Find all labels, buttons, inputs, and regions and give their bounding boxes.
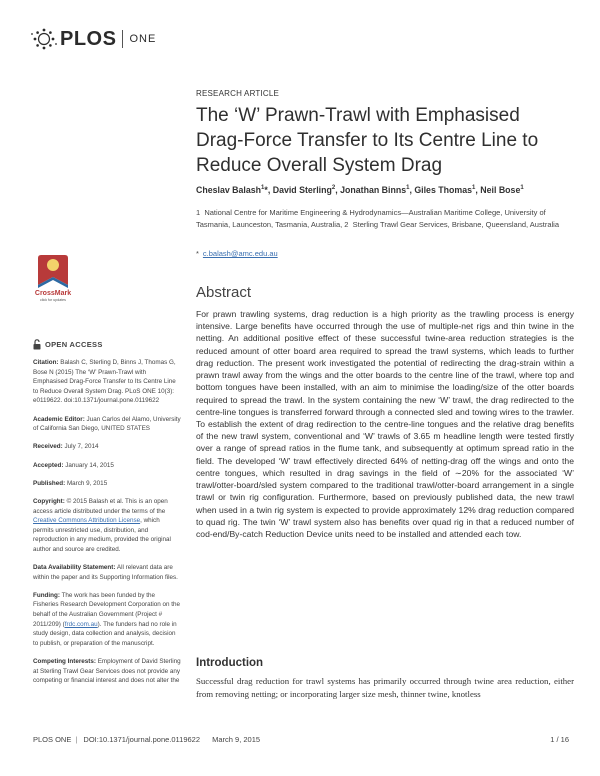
plos-logo[interactable] <box>30 27 156 51</box>
published-label: Published: <box>33 479 66 487</box>
data-availability-block <box>33 563 181 582</box>
article-type: RESEARCH ARTICLE <box>196 89 280 98</box>
page-number: 1 / 16 <box>550 735 569 744</box>
accepted-block <box>33 461 181 471</box>
published-date: March 9, 2015 <box>66 479 108 487</box>
author-affiliation-number: 1 <box>472 185 476 192</box>
footer-separator: | <box>75 735 78 744</box>
affiliation-1: National Centre for Maritime Engineering & Hydrodynamics—Australian Maritime College, University of Tasmania, Launceston, Tasmania, Australia, <box>196 208 546 229</box>
accepted-label: Accepted: <box>33 461 64 469</box>
author-name[interactable]: David Sterling <box>272 185 332 195</box>
author-list: Cheslav Balash$^1$*, David Sterling$^2$, Jonathan Binns$^1$, Giles Thomas$^1$, Neil Bose$^1$ <box>196 185 524 195</box>
affiliation-2: Sterling Trawl Gear Services, Brisbane, Queensland, Australia <box>352 219 559 229</box>
author-name[interactable]: Cheslav Balash <box>196 185 262 195</box>
data-availability-text: All relevant data are within the paper and its Supporting Information files. <box>33 564 178 581</box>
abstract-body: For prawn trawling systems, drag reduction is a high priority as the trawling process is energy intensive. Large benefits have occurred through the use of multiple-net rigs and thin twine in the netting. An additional positive effect of these successful twine-area reduction strategies is the reduced amount of otter board area required to spread the trawl systems, which leads to further drag reduction. The present work investigated the potential of redirecting the drag-strain within a prawn trawl away from the wings and the otter boards to the centre line of the trawl, where top and bottom tongues have been installed, with an aim to minimise the loading/size of the otter boards required to spread the trawl. In the system containing the new ‘W’ trawl, the drag redirected to the centre-line tongues is transferred forward through a connected sled and towing wires to the trawler. To establish the extent of drag redirection to the centre-line tongues and the relative drag benefits of the new trawl system, conventional and ‘W’ trawls of 3.65 m headline length were tested firstly over a range of spread ratios in the flume tank, and subsequently at optimum spread ratio in the field. The developed ‘W’ trawl effectively directed 64% of netting-drag off the wings and onto the centre tongues, which resulted in drag savings in the field of ∼20% for the associated ‘W’ trawl/otter-board/sled system compared to the traditional trawl/otter-board arrangement in a single trawl or twin rig configuration. Furthermore, based on previously published data, the new trawl when used in a twin rig system is expected to provide approximately 12% drag reduction compared to quad rig. The twin ‘W’ trawl system also has benefits over quad rig in that a reduced number of cod-end/By-catch Reduction Device units need to be installed and attended each tow. <box>196 309 574 539</box>
introduction-body: Successful drag reduction for trawl systems has primarily occurred through twine area reduction, either from removing netting; or incorporating larger size mesh, thinner twine, knotless <box>196 676 574 699</box>
abstract-heading: Abstract <box>196 284 252 301</box>
author-affiliation-number: 2 <box>331 185 336 192</box>
article-title: The ‘W’ Prawn-Trawl with Emphasised Drag-Force Transfer to Its Centre Line to Reduce Overall System Drag <box>196 105 539 176</box>
plos-logo-icon <box>30 27 58 51</box>
accepted-date: January 14, 2015 <box>65 461 114 469</box>
competing-interests-block <box>33 657 181 686</box>
footer-date: March 9, 2015 <box>212 735 261 744</box>
copyright-text: © 2015 Balash et al. This is an open access article distributed under the terms of the <box>33 497 168 515</box>
data-availability-label: Data Availability Statement: <box>33 564 116 572</box>
funding-text: The work has been funded by the Fisheries Research Development Corporation on the behalf of the Australian Government (Project # 2011/209) ( <box>33 591 181 628</box>
funding-block <box>33 591 181 649</box>
logo-text: PLOS <box>60 27 117 50</box>
crossmark-sub-label: click for updates <box>40 298 66 302</box>
introduction-heading: Introduction <box>196 657 264 669</box>
author-name[interactable]: Neil Bose <box>480 185 521 195</box>
editor-text: Juan Carlos del Alamo, University of California San Diego, UNITED STATES <box>33 415 181 433</box>
author-affiliation-number: 1 <box>406 185 410 192</box>
article-info-sidebar <box>33 339 181 694</box>
citation-text: Balash C, Sterling D, Binns J, Thomas G, Bose N (2015) The ‘W’ Prawn-Trawl with Emphasised Drag-Force Transfer to Its Centre Line to Reduce Overall System Drag. PLoS ONE 10(3): e0119622. doi:10.1371/journal.pone.0119622 <box>33 359 176 405</box>
corresponding-mark: * <box>196 249 199 258</box>
crossmark-icon <box>28 252 78 302</box>
open-access-badge <box>33 339 181 350</box>
license-link[interactable]: Creative Commons Attribution License <box>33 517 141 525</box>
published-block <box>33 479 181 489</box>
footer-citation <box>33 735 264 744</box>
footer-doi[interactable]: DOI:10.1371/journal.pone.0119622 <box>83 735 201 744</box>
author-affiliation-number: 1 <box>261 185 265 192</box>
author-affiliation-number: 1 <box>520 185 524 192</box>
crossmark-label: CrossMark <box>34 290 72 297</box>
corresponding-mark: * <box>264 185 268 195</box>
correspondence <box>196 249 278 258</box>
author-name[interactable]: Giles Thomas <box>414 185 473 195</box>
funding-text-cont: ). The funders had no role in study design, data collection and analysis, decision to publish, or preparation of the manuscript. <box>33 620 177 647</box>
page-footer <box>33 735 569 744</box>
affiliation-number: 2 <box>344 219 349 229</box>
logo-subtitle: ONE <box>129 33 157 45</box>
funder-link[interactable]: frdc.com.au <box>64 620 98 628</box>
editor-label: Academic Editor: <box>33 415 85 423</box>
crossmark-badge[interactable] <box>28 252 78 302</box>
logo-divider <box>122 30 123 48</box>
copyright-text-cont: , which permits unrestricted use, distribution, and reproduction in any medium, provided the original author and source are credited. <box>33 517 171 553</box>
author-name[interactable]: Jonathan Binns <box>340 185 407 195</box>
affiliation-number: 1 <box>196 208 201 217</box>
received-block <box>33 442 181 452</box>
copyright-label: Copyright: <box>33 497 65 505</box>
copyright-block <box>33 497 181 555</box>
citation-block <box>33 358 181 406</box>
competing-interests-label: Competing Interests: <box>33 658 96 665</box>
footer-journal: PLOS ONE <box>33 735 72 744</box>
email-link[interactable]: c.balash@amc.edu.au <box>202 249 278 258</box>
received-date: July 7, 2014 <box>64 443 99 451</box>
affiliations <box>196 207 564 230</box>
funding-label: Funding: <box>33 591 60 599</box>
received-label: Received: <box>33 443 63 451</box>
citation-label: Citation: <box>33 359 59 366</box>
open-access-label: OPEN ACCESS <box>45 339 103 349</box>
open-lock-icon <box>33 339 41 350</box>
competing-interests-text: Employment of David Sterling at Sterling Trawl Gear Services does not provide any competing or financial interest and does not alter the <box>33 658 181 685</box>
editor-block <box>33 415 181 434</box>
